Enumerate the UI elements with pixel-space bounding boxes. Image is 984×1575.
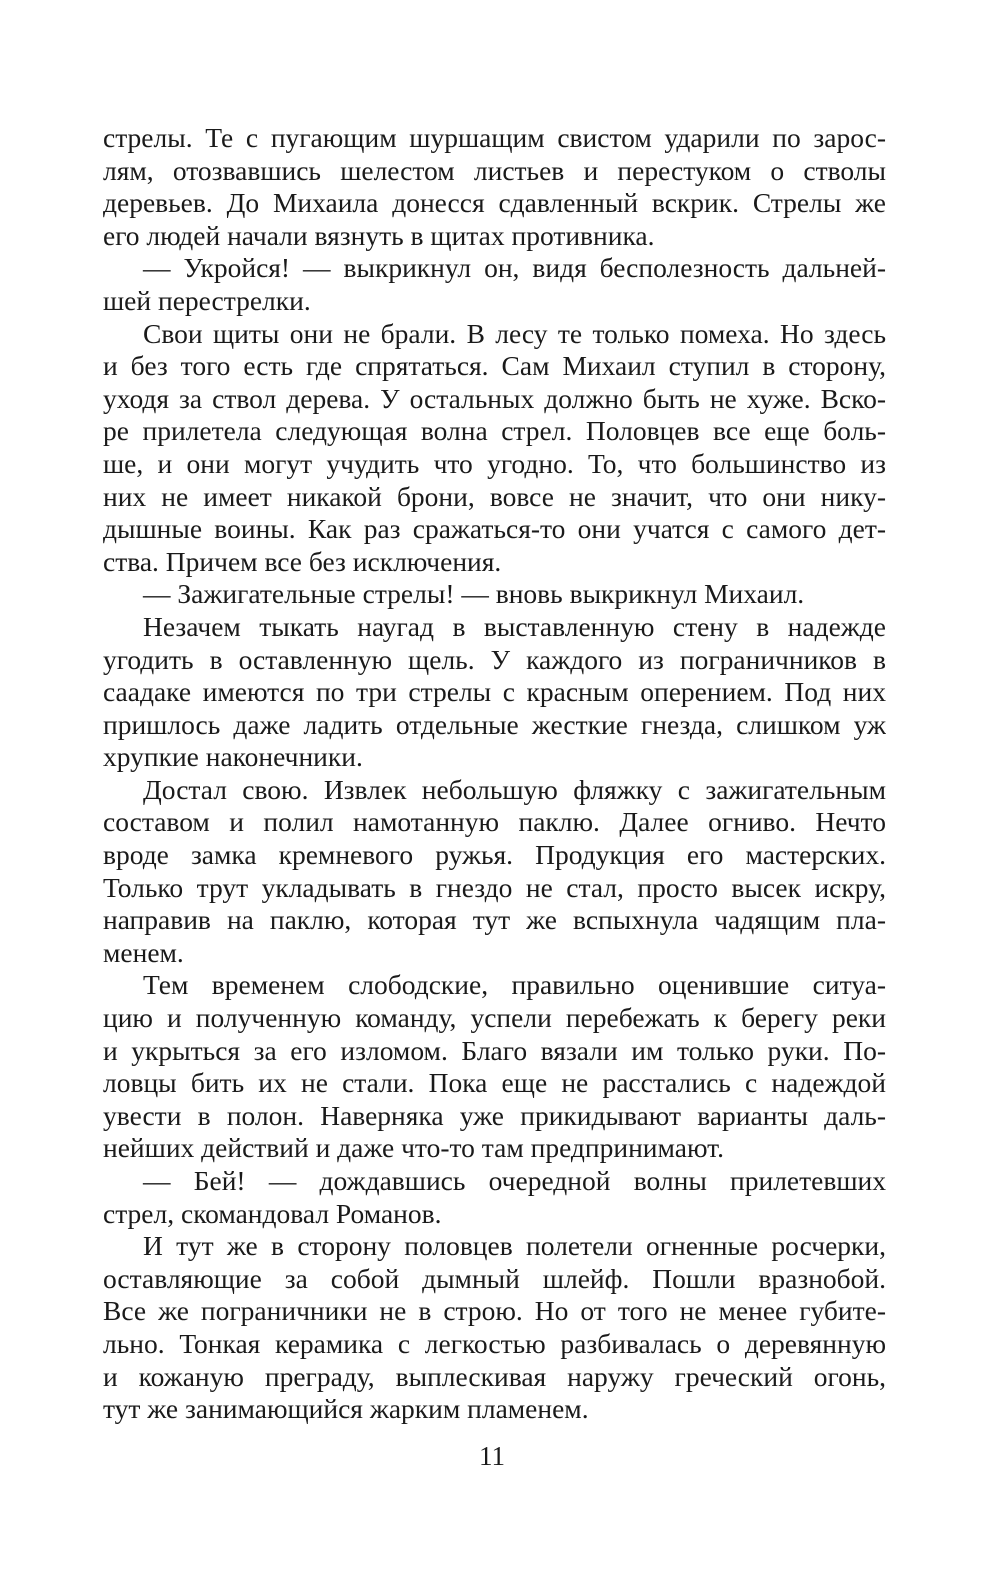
text-line: дышные воины. Как раз сражаться-то они учатся с самого дет- bbox=[103, 513, 886, 545]
text-line: и кожаную преграду, выплескивая наружу греческий огонь, bbox=[103, 1360, 886, 1392]
text-line: деревьев. До Михаила донесся сдавленный вскрик. Стрелы же bbox=[103, 187, 886, 219]
text-line: хрупкие наконечники. bbox=[103, 741, 363, 773]
text-line: оставляющие за собой дымный шлейф. Пошли вразнобой. bbox=[103, 1262, 886, 1294]
text-line: льно. Тонкая керамика с легкостью разбивалась о деревянную bbox=[103, 1327, 886, 1359]
text-line: ства. Причем все без исключения. bbox=[103, 545, 502, 577]
text-line: Все же пограничники не в строю. Но от того не менее губите- bbox=[103, 1295, 886, 1327]
text-line: и укрыться за его изломом. Благо вязали им только руки. По- bbox=[103, 1034, 886, 1066]
text-line: составом и полил намотанную паклю. Далее огниво. Нечто bbox=[103, 806, 886, 838]
text-line: Только трут укладывать в гнездо не стал, просто высек искру, bbox=[103, 871, 886, 903]
text-line: стрелы. Те с пугающим шуршащим свистом ударили по зарос- bbox=[103, 122, 886, 153]
text-line: ловцы бить их не стали. Пока еще не расстались с надеждой bbox=[103, 1067, 886, 1099]
text-line: увести в полон. Наверняка уже прикидывают варианты даль- bbox=[103, 1099, 886, 1131]
text-line: тут же занимающийся жарким пламенем. bbox=[103, 1393, 589, 1425]
text-line: ше, и они могут учудить что угодно. То, что большинство из bbox=[103, 447, 886, 479]
text-line: — Укройся! — выкрикнул он, видя бесполезность дальней- bbox=[143, 252, 886, 284]
text-line: лям, отозвавшись шелестом листьев и перестуком о стволы bbox=[103, 154, 886, 186]
text-line: — Зажигательные стрелы! — вновь выкрикнул Михаил. bbox=[143, 578, 805, 610]
text-line: И тут же в сторону половцев полетели огненные росчерки, bbox=[143, 1230, 886, 1262]
text-line: пришлось даже ладить отдельные жесткие гнезда, слишком уж bbox=[103, 708, 886, 740]
text-line: Тем временем слободские, правильно оценившие ситуа- bbox=[143, 969, 886, 1001]
text-line: нейших действий и даже что-то там предпринимают. bbox=[103, 1132, 724, 1164]
body-text bbox=[103, 122, 886, 1426]
text-line: вроде замка кремневого ружья. Продукция его мастерских. bbox=[103, 839, 886, 871]
text-line: — Бей! — дождавшись очередной волны прилетевших bbox=[143, 1165, 886, 1196]
text-line: Достал свою. Извлек небольшую фляжку с зажигательным bbox=[143, 773, 886, 805]
text-line: ре прилетела следующая волна стрел. Половцев все еще боль- bbox=[103, 415, 886, 447]
text-line: его людей начали вязнуть в щитах противника. bbox=[103, 219, 655, 251]
text-line: и без того есть где спрятаться. Сам Михаил ступил в сторону, bbox=[103, 350, 886, 382]
text-line: угодить в оставленную щель. У каждого из пограничников в bbox=[103, 643, 886, 675]
text-line: Свои щиты они не брали. В лесу те только помеха. Но здесь bbox=[143, 317, 886, 349]
text-line: них не имеет никакой брони, вовсе не значит, что они нику- bbox=[103, 480, 886, 512]
page-number: 11 bbox=[479, 1441, 505, 1471]
text-line: направив на паклю, которая тут же вспыхнула чадящим пла- bbox=[103, 904, 886, 936]
text-line: Незачем тыкать наугад в выставленную стену в надежде bbox=[143, 610, 886, 642]
text-line: шей перестрелки. bbox=[103, 284, 311, 316]
text-line: стрел, скомандовал Романов. bbox=[103, 1197, 442, 1229]
text-line: менем. bbox=[103, 936, 184, 968]
text-line: саадаке имеются по три стрелы с красным оперением. Под них bbox=[103, 676, 886, 708]
text-line: уходя за ствол дерева. У остальных должно быть не хуже. Вско- bbox=[103, 382, 886, 414]
text-line: цию и полученную команду, успели перебежать к берегу реки bbox=[103, 1002, 886, 1034]
